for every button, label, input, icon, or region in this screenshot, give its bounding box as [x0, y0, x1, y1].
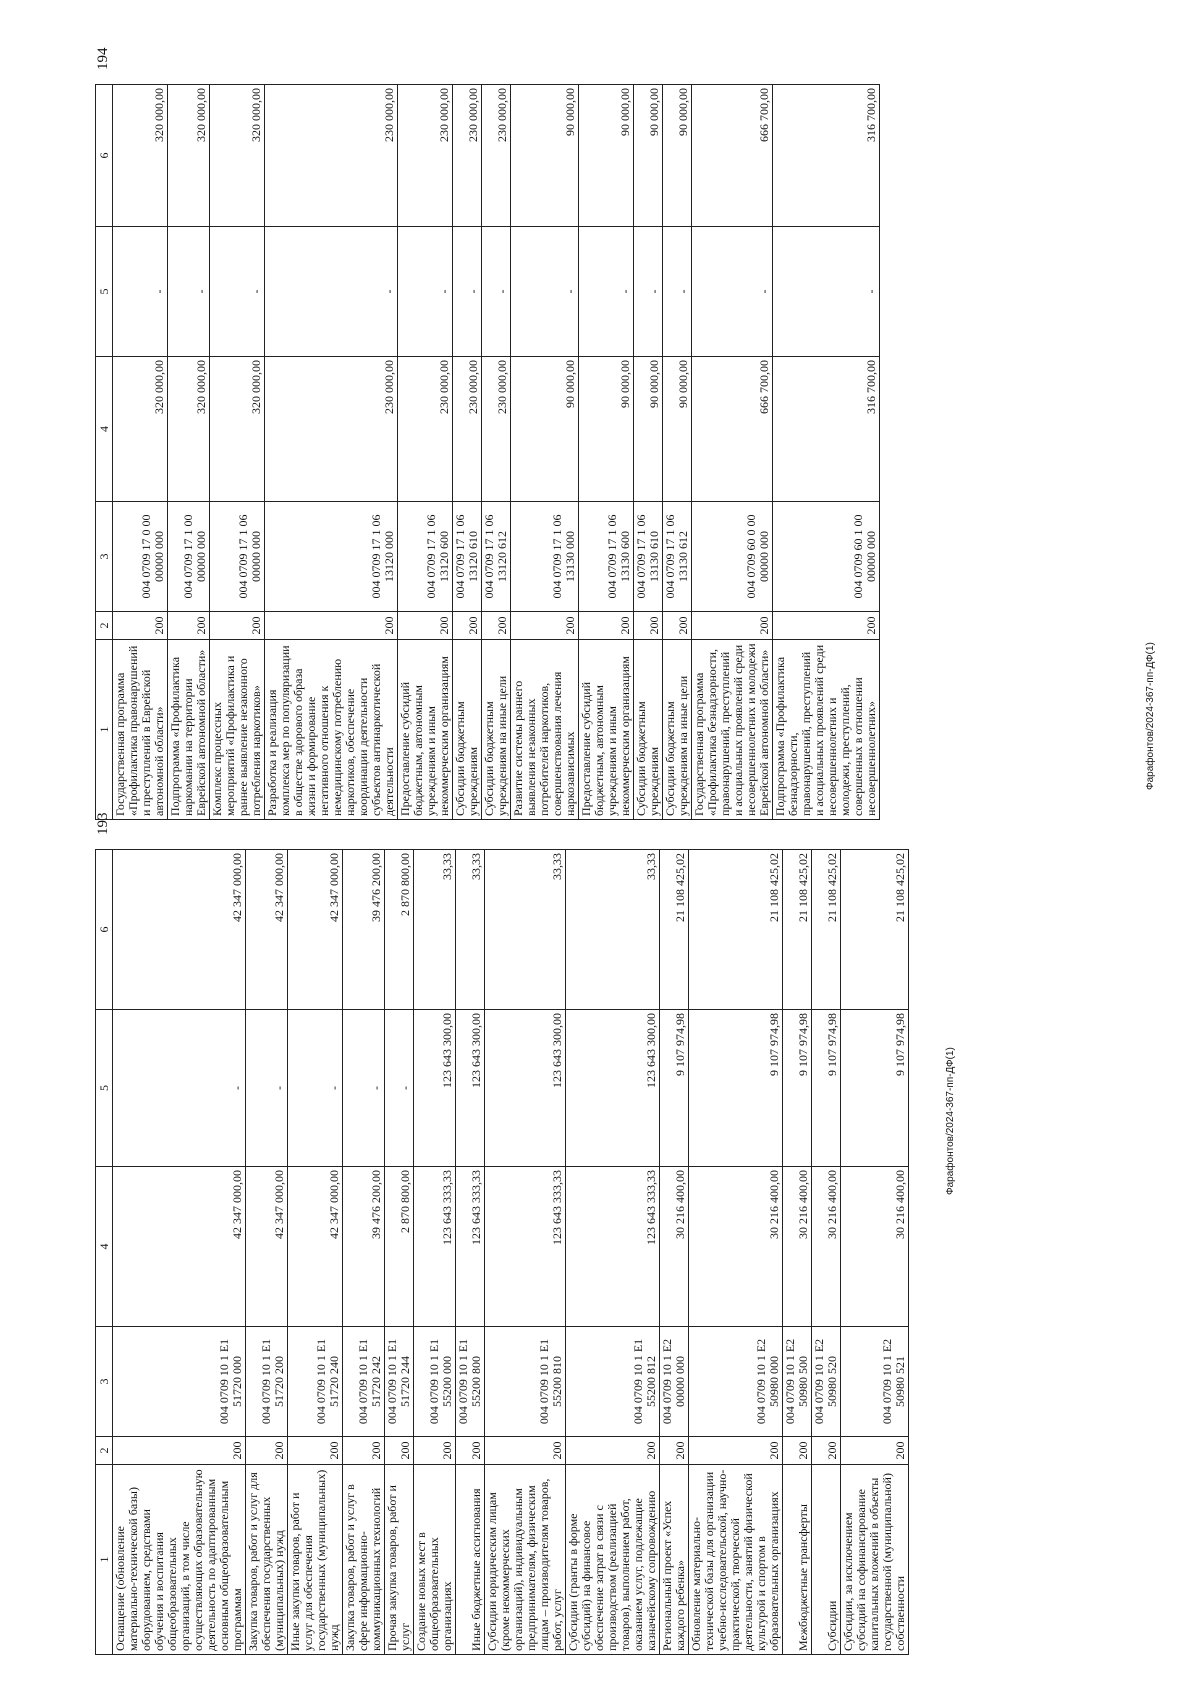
- row-amount-4: 90 000,00: [634, 357, 663, 502]
- header-col-3: 3: [96, 502, 113, 612]
- row-code-200: 200: [456, 1437, 485, 1465]
- header-col-6: 6: [96, 850, 113, 1010]
- row-description: Иные бюджетные ассигнования: [456, 1465, 485, 1655]
- row-code-200: 200: [485, 1437, 566, 1465]
- row-amount-6: 42 347 000,00: [113, 850, 246, 1010]
- row-amount-4: 30 216 400,00: [660, 1167, 689, 1327]
- row-code-200: 200: [660, 1437, 689, 1465]
- row-amount-4: 30 216 400,00: [812, 1167, 841, 1327]
- row-description: Обновление материально-технической базы для организации учебно-исследовательской, научно-практической, творческой деятельности, занятий физической культурой и спортом в образовательных организациях: [689, 1465, 783, 1655]
- row-amount-6: 33,33: [456, 850, 485, 1010]
- row-amount-6: 230 000,00: [453, 85, 482, 227]
- table-row: [511, 85, 579, 820]
- row-code-200: 200: [414, 1437, 456, 1465]
- table-row: [482, 85, 511, 820]
- row-budget-code: 004 0709 10 1 Е1 51720 242: [343, 1327, 385, 1437]
- row-amount-6: 21 108 425,02: [660, 850, 689, 1010]
- table-header-row: [96, 85, 113, 820]
- table-row: [660, 850, 689, 1655]
- table-row: [783, 850, 812, 1655]
- row-description: Развитие системы раннего выявления незаконных потребителей наркотиков, совершенствования лечения наркозависимых: [511, 640, 579, 820]
- header-col-1: 1: [96, 1465, 113, 1655]
- row-code-200: 200: [812, 1437, 841, 1465]
- row-code-200: 200: [783, 1437, 812, 1465]
- row-amount-4: 30 216 400,00: [841, 1167, 909, 1327]
- row-code-200: 200: [841, 1437, 909, 1465]
- row-description: Закупка товаров, работ и услуг в сфере информационно-коммуникационных технологий: [343, 1465, 385, 1655]
- row-budget-code: 004 0709 10 1 Е1 51720 244: [385, 1327, 414, 1437]
- row-budget-code: 004 0709 10 1 Е1 55200 810: [485, 1327, 566, 1437]
- table-row: [566, 850, 660, 1655]
- row-budget-code: 004 0709 17 1 06 13130 000: [511, 502, 579, 612]
- row-budget-code: 004 0709 17 1 06 13120 610: [453, 502, 482, 612]
- row-amount-5: -: [288, 1010, 343, 1167]
- row-budget-code: 004 0709 17 0 00 00000 000: [113, 502, 168, 612]
- row-amount-4: 320 000,00: [168, 357, 210, 502]
- row-amount-5: -: [692, 227, 773, 357]
- table-row: [453, 85, 482, 820]
- row-description: Создание новых мест в общеобразовательных организациях: [414, 1465, 456, 1655]
- row-amount-5: -: [634, 227, 663, 357]
- row-amount-5: -: [385, 1010, 414, 1167]
- header-col-5: 5: [96, 227, 113, 357]
- row-budget-code: 004 0709 10 1 Е2 50980 521: [841, 1327, 909, 1437]
- row-description: Подпрограмма «Профилактика безнадзорности, правонарушений, преступлений и асоциальных проявлений среди несовершеннолетних и молодежи, преступлений, совершенных в отношении несовершеннолетних»: [773, 640, 880, 820]
- row-amount-4: 42 347 000,00: [246, 1167, 288, 1327]
- table-row: [692, 85, 773, 820]
- row-code-200: 200: [210, 612, 265, 640]
- row-code-200: 200: [113, 612, 168, 640]
- header-col-4: 4: [96, 357, 113, 502]
- row-code-200: 200: [168, 612, 210, 640]
- row-amount-5: -: [265, 227, 398, 357]
- row-amount-4: 230 000,00: [453, 357, 482, 502]
- row-amount-4: 316 700,00: [773, 357, 880, 502]
- row-amount-4: 230 000,00: [265, 357, 398, 502]
- row-amount-5: -: [113, 1010, 246, 1167]
- row-description: Предоставление субсидий бюджетным, автономным учреждениям и иным некоммерческим организациям: [398, 640, 453, 820]
- row-amount-6: 21 108 425,02: [689, 850, 783, 1010]
- row-amount-6: 33,33: [414, 850, 456, 1010]
- row-amount-5: -: [343, 1010, 385, 1167]
- table-row: [113, 850, 246, 1655]
- table-row: [113, 85, 168, 820]
- header-col-3: 3: [96, 1327, 113, 1437]
- row-budget-code: 004 0709 10 1 Е1 55200 800: [456, 1327, 485, 1437]
- row-budget-code: 004 0709 60 1 00 00000 000: [773, 502, 880, 612]
- table-row: [456, 850, 485, 1655]
- row-amount-6: 39 476 200,00: [343, 850, 385, 1010]
- row-description: Региональный проект «Успех каждого ребенка»: [660, 1465, 689, 1655]
- row-budget-code: 004 0709 10 1 Е1 55200 000: [414, 1327, 456, 1437]
- row-budget-code: 004 0709 10 1 Е1 51720 240: [288, 1327, 343, 1437]
- table-row: [663, 85, 692, 820]
- row-amount-5: 123 643 300,00: [485, 1010, 566, 1167]
- page-number: 194: [95, 47, 111, 70]
- row-amount-4: 30 216 400,00: [783, 1167, 812, 1327]
- row-description: Предоставление субсидий бюджетным, автономным учреждениям и иным некоммерческим организациям: [579, 640, 634, 820]
- row-budget-code: 004 0709 17 1 06 13130 610: [634, 502, 663, 612]
- row-description: Иные закупки товаров, работ и услуг для обеспечения государственных (муниципальных) нужд: [288, 1465, 343, 1655]
- row-code-200: 200: [566, 1437, 660, 1465]
- row-code-200: 200: [398, 612, 453, 640]
- row-amount-4: 123 643 333,33: [414, 1167, 456, 1327]
- table-row: [385, 850, 414, 1655]
- header-col-1: 1: [96, 640, 113, 820]
- row-budget-code: 004 0709 17 1 06 13120 000: [265, 502, 398, 612]
- page-footer-code: Фарафонтов/2024-367-пп-ДФ(1): [945, 1047, 956, 1195]
- row-budget-code: 004 0709 10 1 Е2 50980 520: [812, 1327, 841, 1437]
- header-col-5: 5: [96, 1010, 113, 1167]
- table-row: [398, 85, 453, 820]
- row-amount-5: 123 643 300,00: [566, 1010, 660, 1167]
- page-number: 193: [95, 812, 111, 835]
- row-code-200: 200: [453, 612, 482, 640]
- row-amount-5: 9 107 974,98: [812, 1010, 841, 1167]
- row-description: Закупка товаров, работ и услуг для обеспечения государственных (муниципальных) нужд: [246, 1465, 288, 1655]
- table-row: [841, 850, 909, 1655]
- row-description: Субсидии бюджетным учреждениям: [634, 640, 663, 820]
- row-amount-5: 9 107 974,98: [689, 1010, 783, 1167]
- row-amount-4: 123 643 333,33: [485, 1167, 566, 1327]
- row-amount-4: 39 476 200,00: [343, 1167, 385, 1327]
- row-amount-5: -: [511, 227, 579, 357]
- row-budget-code: 004 0709 17 1 06 13120 612: [482, 502, 511, 612]
- budget-table: [95, 84, 880, 820]
- row-amount-4: 230 000,00: [398, 357, 453, 502]
- row-budget-code: 004 0709 10 1 Е1 55200 812: [566, 1327, 660, 1437]
- row-code-200: 200: [663, 612, 692, 640]
- table-row: [485, 850, 566, 1655]
- row-budget-code: 004 0709 10 1 Е1 51720 000: [113, 1327, 246, 1437]
- row-amount-5: -: [663, 227, 692, 357]
- row-amount-4: 90 000,00: [579, 357, 634, 502]
- row-budget-code: 004 0709 17 1 00 00000 000: [168, 502, 210, 612]
- row-code-200: 200: [773, 612, 880, 640]
- table-row: [246, 850, 288, 1655]
- table-row: [168, 85, 210, 820]
- row-code-200: 200: [692, 612, 773, 640]
- row-budget-code: 004 0709 10 1 Е2 50980 500: [783, 1327, 812, 1437]
- header-col-2: 2: [96, 1437, 113, 1465]
- row-description: Государственная программа «Профилактика правонарушений и преступлений в Еврейской автономной области»: [113, 640, 168, 820]
- row-amount-6: 21 108 425,02: [783, 850, 812, 1010]
- row-description: Субсидии бюджетным учреждениям на иные цели: [663, 640, 692, 820]
- row-amount-5: 9 107 974,98: [783, 1010, 812, 1167]
- row-code-200: 200: [689, 1437, 783, 1465]
- row-amount-5: 9 107 974,98: [841, 1010, 909, 1167]
- row-amount-5: -: [398, 227, 453, 357]
- table-row: [210, 85, 265, 820]
- row-description: Субсидии: [812, 1465, 841, 1655]
- row-description: Оснащение (обновление материально-технической базы) оборудованием, средствами обучения и воспитания общеобразовательных организаций, в том числе осуществляющих образовательную деятельность по адаптированным основным общеобразовательным программам: [113, 1465, 246, 1655]
- row-amount-5: -: [246, 1010, 288, 1167]
- row-amount-6: 42 347 000,00: [246, 850, 288, 1010]
- row-amount-4: 2 870 800,00: [385, 1167, 414, 1327]
- row-budget-code: 004 0709 10 1 Е2 50980 000: [689, 1327, 783, 1437]
- row-code-200: 200: [634, 612, 663, 640]
- row-code-200: 200: [265, 612, 398, 640]
- row-amount-4: 123 643 333,33: [566, 1167, 660, 1327]
- row-description: Субсидии бюджетным учреждениям: [453, 640, 482, 820]
- row-budget-code: 004 0709 60 0 00 00000 000: [692, 502, 773, 612]
- row-code-200: 200: [343, 1437, 385, 1465]
- row-description: Государственная программа «Профилактика безнадзорности, правонарушений, преступлений и асоциальных проявлений среди несовершеннолетних и молодежи Еврейской автономной области»: [692, 640, 773, 820]
- table-row: [812, 850, 841, 1655]
- row-amount-5: -: [482, 227, 511, 357]
- row-amount-6: 42 347 000,00: [288, 850, 343, 1010]
- row-amount-5: -: [453, 227, 482, 357]
- row-amount-4: 320 000,00: [113, 357, 168, 502]
- row-amount-6: 320 000,00: [113, 85, 168, 227]
- row-amount-6: 320 000,00: [168, 85, 210, 227]
- row-amount-6: 90 000,00: [663, 85, 692, 227]
- row-amount-4: 320 000,00: [210, 357, 265, 502]
- row-amount-5: -: [579, 227, 634, 357]
- row-budget-code: 004 0709 10 1 Е1 51720 200: [246, 1327, 288, 1437]
- row-code-200: 200: [288, 1437, 343, 1465]
- table-header-row: [96, 850, 113, 1655]
- row-amount-6: 230 000,00: [265, 85, 398, 227]
- table-row: [288, 850, 343, 1655]
- row-amount-6: 230 000,00: [482, 85, 511, 227]
- row-amount-4: 42 347 000,00: [288, 1167, 343, 1327]
- row-amount-5: 123 643 300,00: [414, 1010, 456, 1167]
- table-row: [579, 85, 634, 820]
- row-description: Подпрограмма «Профилактика наркомании на территории Еврейской автономной области»: [168, 640, 210, 820]
- header-col-4: 4: [96, 1167, 113, 1327]
- row-amount-6: 90 000,00: [511, 85, 579, 227]
- row-description: Субсидии юридическим лицам (кроме некоммерческих организаций), индивидуальным предпринимателям, физическим лицам – производителям товаров, работ, услуг: [485, 1465, 566, 1655]
- row-amount-4: 230 000,00: [482, 357, 511, 502]
- row-code-200: 200: [482, 612, 511, 640]
- row-amount-6: 316 700,00: [773, 85, 880, 227]
- row-amount-6: 320 000,00: [210, 85, 265, 227]
- row-description: Субсидии (гранты в форме субсидий) на финансовое обеспечение затрат в связи с производством (реализацией товаров), выполнением работ, оказанием услуг, подлежащие казначейскому сопровождению: [566, 1465, 660, 1655]
- row-budget-code: 004 0709 10 1 Е2 00000 000: [660, 1327, 689, 1437]
- row-budget-code: 004 0709 17 1 06 00000 000: [210, 502, 265, 612]
- row-code-200: 200: [246, 1437, 288, 1465]
- row-amount-5: -: [773, 227, 880, 357]
- row-code-200: 200: [385, 1437, 414, 1465]
- row-description: Комплекс процессных мероприятий «Профилактика и раннее выявление незаконного потребления наркотиков»: [210, 640, 265, 820]
- row-budget-code: 004 0709 17 1 06 13120 600: [398, 502, 453, 612]
- row-amount-4: 90 000,00: [511, 357, 579, 502]
- row-amount-6: 33,33: [485, 850, 566, 1010]
- table-row: [634, 85, 663, 820]
- row-description: Субсидии, за исключением субсидий на софинансирование капитальных вложений в объекты государственной (муниципальной) собственности: [841, 1465, 909, 1655]
- row-amount-6: 2 870 800,00: [385, 850, 414, 1010]
- row-description: Прочая закупка товаров, работ и услуг: [385, 1465, 414, 1655]
- header-col-2: 2: [96, 612, 113, 640]
- table-row: [773, 85, 880, 820]
- row-description: Субсидии бюджетным учреждениям на иные цели: [482, 640, 511, 820]
- row-amount-6: 666 700,00: [692, 85, 773, 227]
- row-amount-6: 21 108 425,02: [812, 850, 841, 1010]
- row-amount-6: 33,33: [566, 850, 660, 1010]
- table-row: [343, 850, 385, 1655]
- table-row: [414, 850, 456, 1655]
- row-amount-6: 230 000,00: [398, 85, 453, 227]
- header-col-6: 6: [96, 85, 113, 227]
- row-amount-5: 9 107 974,98: [660, 1010, 689, 1167]
- row-amount-4: 90 000,00: [663, 357, 692, 502]
- row-amount-4: 123 643 333,33: [456, 1167, 485, 1327]
- row-amount-6: 21 108 425,02: [841, 850, 909, 1010]
- row-amount-5: 123 643 300,00: [456, 1010, 485, 1167]
- row-description: Разработка и реализация комплекса мер по популяризации в обществе здорового образа жизни и формирование негативного отношения к немедицинскому потреблению наркотиков, обеспечение координации деятельности субъектов антинаркотической деятельности: [265, 640, 398, 820]
- row-amount-4: 666 700,00: [692, 357, 773, 502]
- row-amount-5: -: [113, 227, 168, 357]
- row-code-200: 200: [113, 1437, 246, 1465]
- row-amount-6: 90 000,00: [634, 85, 663, 227]
- row-amount-4: 42 347 000,00: [113, 1167, 246, 1327]
- row-code-200: 200: [511, 612, 579, 640]
- row-budget-code: 004 0709 17 1 06 13130 600: [579, 502, 634, 612]
- table-row: [689, 850, 783, 1655]
- row-amount-5: -: [168, 227, 210, 357]
- row-amount-5: -: [210, 227, 265, 357]
- row-description: Межбюджетные трансферты: [783, 1465, 812, 1655]
- row-amount-6: 90 000,00: [579, 85, 634, 227]
- row-amount-4: 30 216 400,00: [689, 1167, 783, 1327]
- budget-table: [95, 849, 909, 1655]
- page-footer-code: Фарафонтов/2024-367-пп-ДФ(1): [1145, 642, 1156, 790]
- table-row: [265, 85, 398, 820]
- row-code-200: 200: [579, 612, 634, 640]
- row-budget-code: 004 0709 17 1 06 13130 612: [663, 502, 692, 612]
